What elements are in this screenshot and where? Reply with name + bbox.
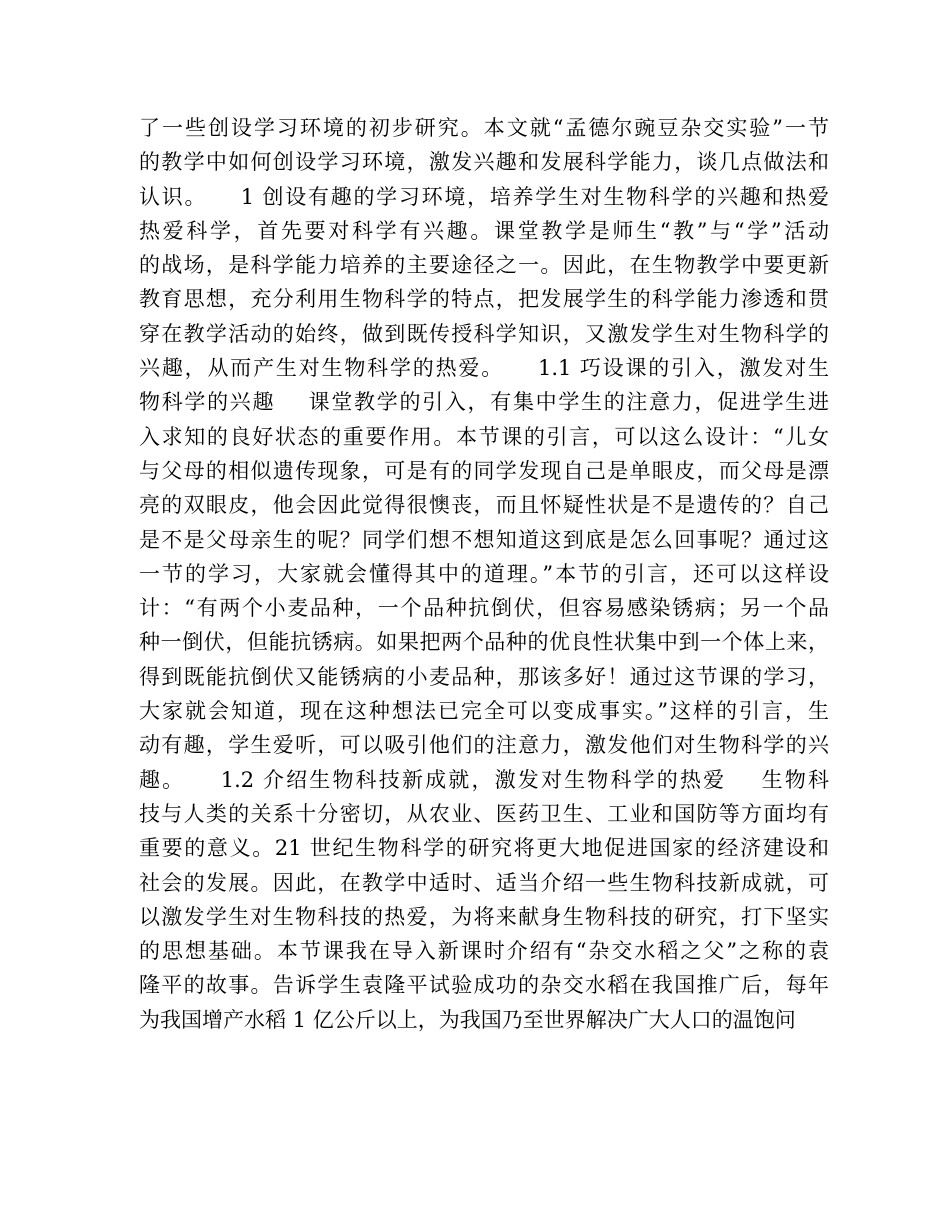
- text-line: 种一倒伏，但能抗锈病。如果把两个品种的优良性状集中到一个体上来，: [139, 630, 829, 655]
- text-line: 一节的学习，大家就会懂得其中的道理。”本节的引言，还可以这样设: [139, 561, 829, 586]
- text-line: 得到既能抗倒伏又能锈病的小麦品种，那该多好！通过这节课的学习，: [139, 664, 829, 689]
- text-line: 物科学的兴趣 课堂教学的引入，有集中学生的注意力，促进学生进: [139, 390, 829, 415]
- text-line: 隆平的故事。告诉学生袁隆平试验成功的杂交水稻在我国推广后，每年: [139, 973, 829, 998]
- text-line: 与父母的相似遗传现象，可是有的同学发现自己是单眼皮，而父母是漂: [139, 458, 829, 483]
- text-line: 兴趣，从而产生对生物科学的热爱。 1.1 巧设课的引入，激发对生: [139, 356, 829, 381]
- text-line: 的思想基础。本节课我在导入新课时介绍有“杂交水稻之父”之称的袁: [139, 939, 829, 964]
- text-line: 为我国增产水稻 1 亿公斤以上，为我国乃至世界解决广大人口的温饱问: [139, 1007, 796, 1032]
- text-line: 了一些创设学习环境的初步研究。本文就“孟德尔豌豆杂交实验”一节: [139, 116, 829, 140]
- body-text: [139, 111, 829, 1037]
- text-line: 亮的双眼皮，他会因此觉得很懊丧，而且怀疑性状是不是遗传的？自己: [139, 493, 829, 518]
- text-line: 技与人类的关系十分密切，从农业、医药卫生、工业和国防等方面均有: [139, 801, 829, 826]
- text-line: 是不是父母亲生的呢？同学们想不想知道这到底是怎么回事呢？通过这: [139, 527, 829, 552]
- text-line: 重要的意义。21 世纪生物科学的研究将更大地促进国家的经济建设和: [139, 836, 829, 861]
- text-line: 动有趣，学生爱听，可以吸引他们的注意力，激发他们对生物科学的兴: [139, 733, 829, 758]
- text-line: 社会的发展。因此，在教学中适时、适当介绍一些生物科技新成就，可: [139, 870, 829, 895]
- text-line: 穿在教学活动的始终，做到既传授科学知识，又激发学生对生物科学的: [139, 321, 829, 346]
- text-line: 认识。 1 创设有趣的学习环境，培养学生对生物科学的兴趣和热爱: [139, 184, 829, 209]
- text-line: 入求知的良好状态的重要作用。本节课的引言，可以这么设计：“儿女: [139, 424, 829, 449]
- text-line: 趣。 1.2 介绍生物科技新成就，激发对生物科学的热爱 生物科: [139, 767, 829, 792]
- text-line: 以激发学生对生物科技的热爱，为将来献身生物科技的研究，打下坚实: [139, 904, 829, 929]
- text-line: 热爱科学，首先要对科学有兴趣。课堂教学是师生“教”与“学”活动: [139, 218, 829, 243]
- text-line: 教育思想，充分利用生物科学的特点，把发展学生的科学能力渗透和贯: [139, 287, 829, 312]
- text-line: 的战场，是科学能力培养的主要途径之一。因此，在生物教学中要更新: [139, 253, 829, 278]
- text-line: 的教学中如何创设学习环境，激发兴趣和发展科学能力，谈几点做法和: [139, 150, 829, 175]
- text-line: 大家就会知道，现在这种想法已完全可以变成事实。”这样的引言，生: [139, 699, 829, 724]
- text-line: 计：“有两个小麦品种，一个品种抗倒伏，但容易感染锈病；另一个品: [139, 596, 829, 621]
